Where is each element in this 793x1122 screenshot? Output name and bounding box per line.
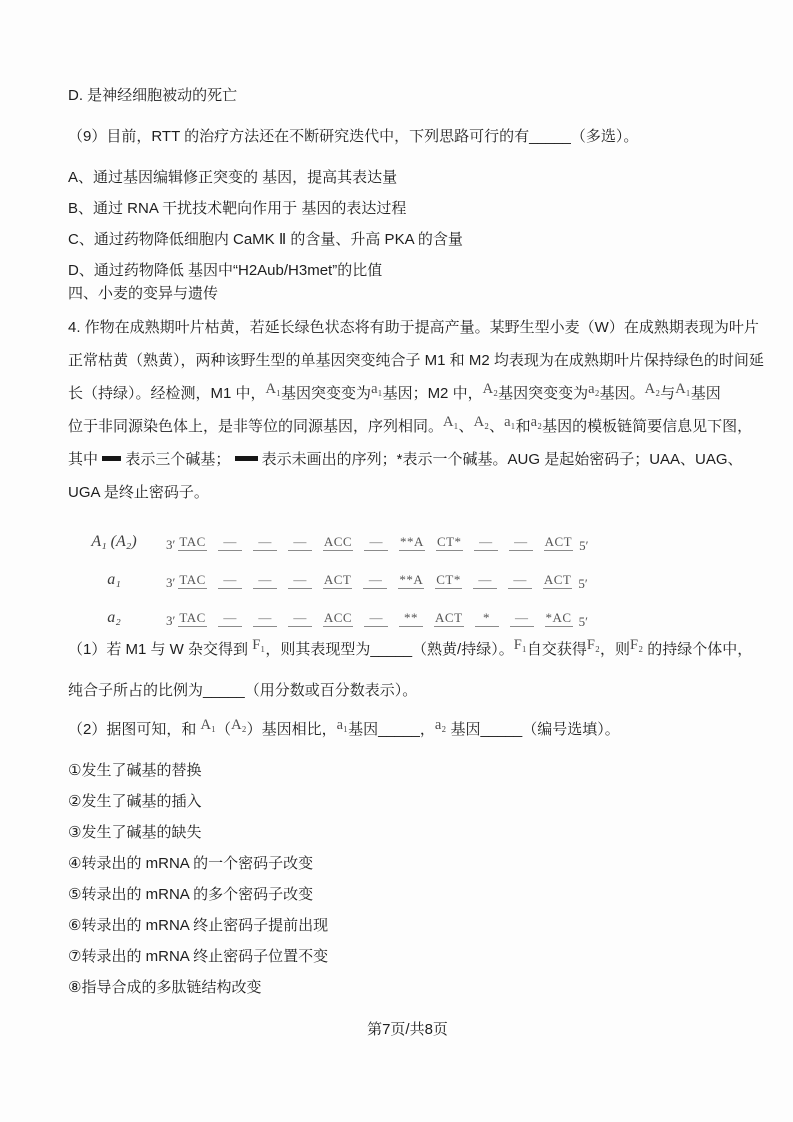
five-prime-end-label: 5′	[579, 538, 589, 553]
three-prime-end-label: 3′	[166, 575, 176, 590]
text-line	[68, 817, 747, 848]
five-prime-end-label: 5′	[578, 614, 588, 629]
section-4-heading	[68, 278, 747, 309]
text-line	[68, 629, 753, 670]
text-span: A、通过基因编辑修正突变的 基因，提高其表达量	[68, 169, 398, 186]
text-span: ⑥转录出的 mRNA 终止密码子提前出现	[68, 917, 329, 934]
base-cell: **A	[400, 533, 424, 549]
text-span: UGA 是终止密码子。	[68, 484, 209, 501]
sequence-dash-cell: —	[218, 610, 242, 627]
text-span: ）基因相比，	[246, 721, 337, 738]
text-span: 正常枯黄（熟黄），两种该野生型的单基因突变纯合子 M1 和 M2 均表现为在成熟期叶片保持绿色的时间延	[68, 352, 764, 369]
choice-d-line	[68, 79, 747, 112]
text-span: B、通过 RNA 干扰技术靶向作用于 基因的表达过程	[68, 200, 407, 217]
gene-symbol: A₁	[443, 414, 459, 430]
gene-symbol: A₁	[675, 381, 691, 397]
text-span: 与	[660, 385, 676, 402]
text-line	[68, 972, 747, 1003]
text-span: （	[216, 721, 232, 738]
question-4-intro	[68, 311, 764, 509]
gene-template-row	[68, 523, 747, 561]
base-cell: ACT	[544, 533, 573, 549]
sequence-dash-cell: —	[509, 534, 533, 551]
base-cell: ACC	[323, 533, 353, 549]
base-cell: TAC	[179, 571, 206, 587]
answer-blank: _____	[529, 128, 571, 145]
unshown-sequence-bar-icon	[235, 456, 258, 461]
triplet-bar-icon	[102, 456, 121, 461]
text-line	[68, 443, 747, 476]
text-span: 基因。	[599, 385, 645, 402]
text-line	[68, 311, 759, 344]
gene-symbol: A₁	[200, 717, 217, 733]
text-span: 纯合子所占的比例为	[68, 682, 204, 699]
text-span: （用分数或百分数表示）。	[244, 682, 418, 699]
text-span: ，	[419, 721, 435, 738]
sequence-dash-cell: —	[288, 572, 312, 589]
text-span: （编号选填）。	[522, 721, 620, 738]
text-span: ④转录出的 mRNA 的一个密码子改变	[68, 855, 314, 872]
text-span: 基因突变变为	[281, 385, 372, 402]
base-cell: *AC	[545, 609, 572, 625]
text-span: 基因突变变为	[498, 385, 589, 402]
answer-blank: _____	[203, 682, 245, 699]
text-span: ①发生了碱基的替换	[68, 762, 202, 779]
gene-symbol: F₂	[630, 637, 644, 653]
text-line	[68, 377, 747, 410]
text-line	[68, 476, 747, 509]
text-span: 基因	[348, 721, 379, 738]
base-cell: ACT	[543, 571, 572, 587]
base-cell: **A	[399, 571, 424, 587]
text-line	[68, 162, 747, 193]
gene-symbol: F₁	[252, 637, 266, 653]
text-span: 长（持绿）。经检测，M1 中，	[68, 385, 266, 402]
answer-blank: _____	[370, 641, 413, 658]
sequence-dash-cell: —	[363, 572, 387, 589]
text-span: C、通过药物降低细胞内 CaMK Ⅱ 的含量、升高 PKA 的含量	[68, 231, 463, 248]
answer-blank: _____	[480, 721, 523, 738]
question-4-sub1	[68, 629, 753, 711]
text-span: 自交获得	[526, 641, 587, 658]
gene-row-label: a₂	[107, 609, 121, 626]
text-span: D、通过药物降低 基因中“H2Aub/H3met”的比值	[68, 262, 383, 279]
text-line	[68, 120, 747, 153]
text-span: ⑤转录出的 mRNA 的多个密码子改变	[68, 886, 314, 903]
base-cell: *	[475, 610, 499, 627]
sequence-dash-cell: —	[288, 610, 312, 627]
gene-symbol: a₂	[530, 414, 543, 430]
text-span: 位于非同源染色体上，是非等位的同源基因，序列相同。	[68, 418, 444, 435]
text-span: （1）若 M1 与 W 杂交得到	[68, 641, 253, 658]
five-prime-end-label: 5′	[578, 576, 588, 591]
text-span: ，则其表现型为	[265, 641, 371, 658]
text-line	[68, 755, 747, 786]
text-span: ⑦转录出的 mRNA 终止密码子位置不变	[68, 948, 329, 965]
gene-symbol: a₁	[371, 381, 383, 397]
gene-row-label: a₁	[107, 571, 121, 588]
question-9-options	[68, 162, 747, 286]
template-strand	[178, 610, 572, 627]
text-span: 基因	[690, 385, 721, 402]
text-span: 和	[515, 418, 531, 435]
gene-row-label: A₁ (A₂)	[91, 533, 137, 550]
base-cell: ACT	[435, 609, 463, 625]
text-span: 其中	[68, 451, 103, 468]
sequence-dash-cell: —	[253, 610, 277, 627]
text-line	[68, 278, 747, 309]
text-line	[68, 711, 747, 749]
text-span: D. 是神经细胞被动的死亡	[68, 87, 238, 104]
text-line	[68, 670, 747, 711]
text-line	[68, 910, 747, 941]
page-footer	[68, 1015, 747, 1045]
question-4-sub2	[68, 711, 747, 749]
gene-template-diagram	[68, 523, 747, 637]
gene-symbol: A₂	[482, 381, 499, 397]
template-strand	[178, 572, 572, 589]
three-prime-end-label: 3′	[166, 613, 176, 628]
base-cell: CT*	[436, 571, 461, 587]
text-span: 基因；M2 中，	[382, 385, 483, 402]
text-span: 基因	[446, 721, 481, 738]
gene-symbol: A₂	[644, 381, 661, 397]
sequence-dash-cell: —	[364, 610, 388, 627]
text-span: 表示未画出的序列；*表示一个碱基。AUG 是起始密码子；UAA、UAG、	[257, 451, 743, 468]
sequence-dash-cell: —	[510, 610, 534, 627]
text-span: （熟黄/持绿）。	[412, 641, 514, 658]
sequence-dash-cell: —	[218, 572, 242, 589]
text-line	[68, 848, 747, 879]
text-line	[68, 224, 747, 255]
base-cell: TAC	[179, 533, 206, 549]
three-prime-end-label: 3′	[166, 537, 176, 552]
page-number: 第7页/共8页	[367, 1021, 448, 1038]
text-span: 表示三个碱基；	[121, 451, 235, 468]
question-9-stem	[68, 120, 747, 153]
template-strand	[178, 534, 573, 551]
base-cell: CT*	[436, 533, 462, 549]
sequence-dash-cell: —	[364, 534, 388, 551]
gene-symbol: a₁	[504, 414, 516, 430]
text-line	[68, 879, 747, 910]
text-span: 基因的模板链简要信息见下图，	[542, 418, 753, 435]
text-span: （9）目前，RTT 的治疗方法还在不断研究迭代中，下列思路可行的有	[68, 128, 530, 145]
text-span: （2）据图可知，和	[68, 721, 201, 738]
gene-template-row	[68, 561, 747, 599]
gene-symbol: F₂	[586, 637, 600, 653]
answer-blank: _____	[378, 721, 420, 738]
text-span: ⑧指导合成的多肽链结构改变	[68, 979, 262, 996]
text-span: 、	[489, 418, 505, 435]
text-span: 四、小麦的变异与遗传	[68, 285, 219, 302]
text-span: ，则	[599, 641, 630, 658]
base-cell: ACC	[323, 609, 353, 625]
gene-symbol: a₁	[336, 717, 349, 733]
text-span: 、	[458, 418, 474, 435]
base-cell: ACT	[323, 571, 352, 587]
text-line	[68, 786, 747, 817]
sequence-dash-cell: —	[218, 534, 242, 551]
text-span: 4. 作物在成熟期叶片枯黄，若延长绿色状态将有助于提高产量。某野生型小麦（W）在成熟期表现为叶片	[68, 319, 759, 336]
gene-symbol: F₁	[513, 637, 527, 653]
base-cell: TAC	[179, 609, 206, 625]
gene-symbol: a₂	[588, 381, 600, 397]
sequence-dash-cell: —	[288, 534, 312, 551]
gene-symbol: A₁	[265, 381, 282, 397]
text-line	[68, 193, 747, 224]
sequence-dash-cell: —	[253, 534, 277, 551]
base-cell: **	[399, 610, 423, 627]
sequence-dash-cell: —	[253, 572, 277, 589]
text-span: 的持绿个体中，	[643, 641, 753, 658]
text-line	[68, 410, 753, 443]
gene-symbol: A₂	[231, 717, 247, 733]
gene-symbol: a₂	[434, 717, 447, 733]
gene-symbol: A₂	[473, 414, 490, 430]
text-span: （多选）。	[570, 128, 639, 145]
sequence-dash-cell: —	[474, 534, 498, 551]
text-span: ②发生了碱基的插入	[68, 793, 202, 810]
text-span: ③发生了碱基的缺失	[68, 824, 202, 841]
text-line	[68, 79, 747, 112]
text-line	[68, 344, 764, 377]
sequence-dash-cell: —	[508, 572, 532, 589]
mutation-effect-options	[68, 755, 747, 1003]
sequence-dash-cell: —	[473, 572, 497, 589]
text-line	[68, 941, 747, 972]
